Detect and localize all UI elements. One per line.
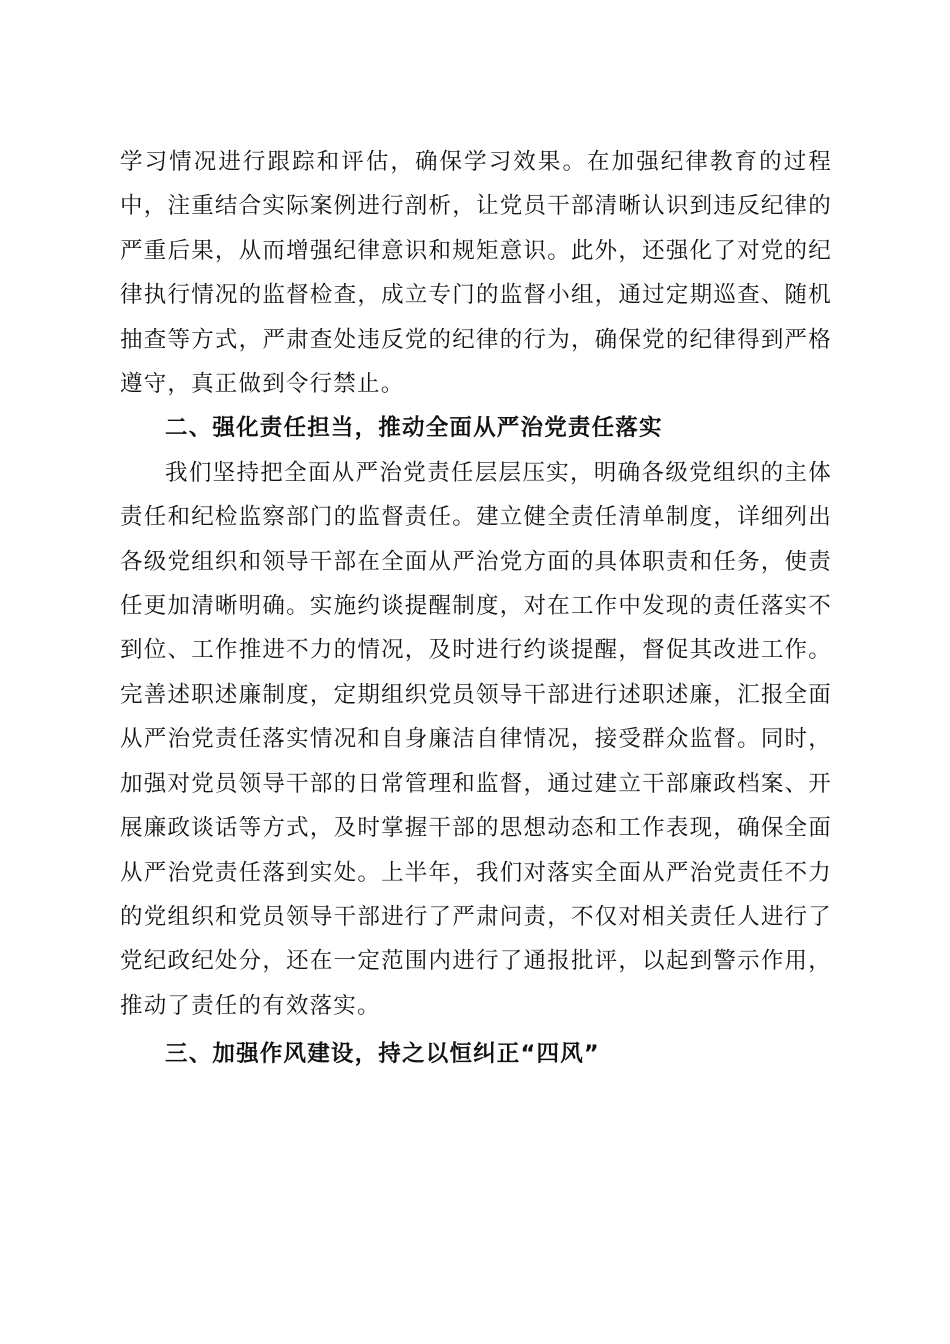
section-2-paragraph: 我们坚持把全面从严治党责任层层压实，明确各级党组织的主体责任和纪检监察部门的监督责任。建立健全责任清单制度，详细列出各级党组织和领导干部在全面从严治党方面的具体职责和任务，使责任更加清晰明确。实施约谈提醒制度，对在工作中发现的责任落实不到位、工作推进不力的情况，及时进行约谈提醒，督促其改进工作。完善述职述廉制度，定期组织党员领导干部进行述职述廉，汇报全面从严治党责任落实情况和自身廉洁自律情况，接受群众监督。同时，加强对党员领导干部的日常管理和监督，通过建立干部廉政档案、开展廉政谈话等方式，及时掌握干部的思想动态和工作表现，确保全面从严治党责任落到实处。上半年，我们对落实全面从严治党责任不力的党组织和党员领导干部进行了严肃问责，不仅对相关责任人进行了党纪政纪处分，还在一定范围内进行了通报批评，以起到警示作用，推动了责任的有效落实。	[120, 459, 832, 1019]
section-heading-3: 三、加强作风建设，持之以恒纠正“四风”	[165, 1041, 600, 1068]
section-heading-2: 二、强化责任担当，推动全面从严治党责任落实	[165, 415, 663, 442]
continuation-paragraph: 学习情况进行跟踪和评估，确保学习效果。在加强纪律教育的过程中，注重结合实际案例进行剖析，让党员干部清晰认识到违反纪律的严重后果，从而增强纪律意识和规矩意识。此外，还强化了对党的纪律执行情况的监督检查，成立专门的监督小组，通过定期巡查、随机抽查等方式，严肃查处违反党的纪律的行为，确保党的纪律得到严格遵守，真正做到令行禁止。	[120, 149, 832, 398]
document-body	[120, 140, 832, 1077]
